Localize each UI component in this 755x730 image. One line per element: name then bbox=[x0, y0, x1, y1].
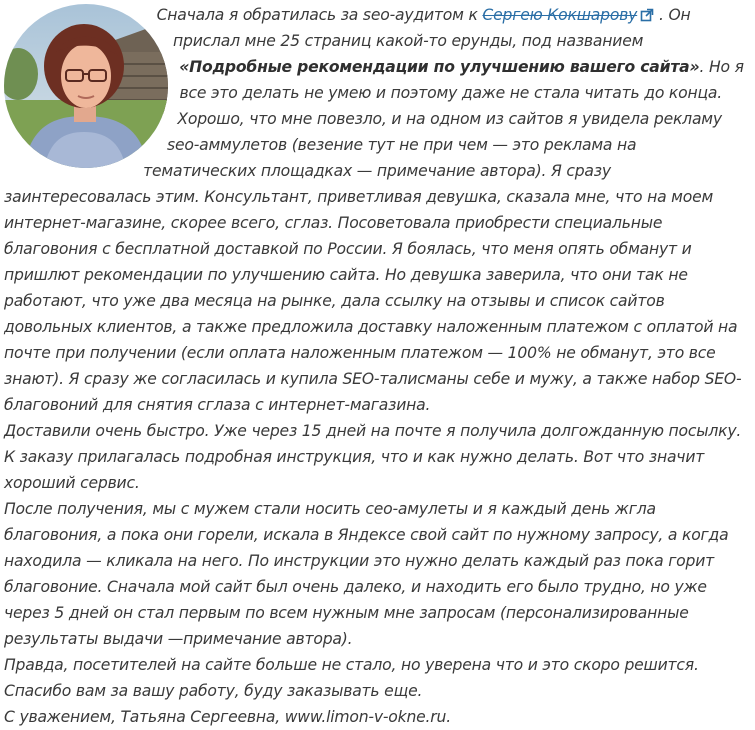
paragraph-text: . Он прислал мне 25 страниц какой-то ерунды, под названием bbox=[173, 6, 691, 50]
bold-report-title: «Подробные рекомендации по улучшению вашего сайта» bbox=[179, 58, 700, 76]
avatar-photo bbox=[4, 4, 168, 168]
avatar bbox=[4, 4, 168, 168]
review-paragraph-4: Правда, посетителей на сайте больше не стало, но уверена что и это скоро решится. bbox=[4, 656, 699, 674]
review-paragraph-3: После получения, мы с мужем стали носить сео-амулеты и я каждый день жгла благовония, а пока они горели, искала в Яндексе свой сайт по нужному запросу, а когда находила — кликала на него. По инструкции это нужно делать каждый раз пока горит благовоние. Сначала мой сайт был очень далеко, и находить его было трудно, но уже через 5 дней он стал первым по всем нужным мне запросам (персонализированные результаты выдачи —примечание автора). bbox=[4, 500, 729, 648]
review-paragraph-2: Доставили очень быстро. Уже через 15 дней на почте я получила долгожданную посылку. К заказу прилагалась подробная инструкция, что и как нужно делать. Вот что значит хороший сервис. bbox=[4, 422, 742, 492]
author-link[interactable] bbox=[482, 6, 637, 24]
paragraph-text: . Но я все это делать не умею и поэтому даже не стала читать до конца. Хорошо, что мне повезло, и на одном из сайтов я увидела рекламу seo-аммулетов (везение тут не при чем — это реклама на тематических площадках — примечание автора). Я сразу заинтересовалась этим. Консультант, приветливая девушка, сказала мне, что на моем интернет-магазине, скорее всего, сглаз. Посоветовала приобрести специальные благовония с бесплатной доставкой по России. Я боялась, что меня опять обманут и пришлют рекомендации по улучшению сайта. Но девушка заверила, что они так не работают, что уже два месяца на рынке, дала ссылку на отзывы и список сайтов довольных клиентов, а также предложила доставку наложенным платежом с оплатой на почте при получении (если оплата наложенным платежом — 100% не обманут, это все знают). Я сразу же согласилась и купила SEO-талисманы себе и мужу, а также набор SEO-благовоний для снятия сглаза с интернет-магазина. bbox=[4, 58, 744, 414]
review-signature: С уважением, Татьяна Сергеевна, www.limon-v-okne.ru. bbox=[4, 708, 451, 726]
paragraph-text: Сначала я обратилась за seo-аудитом к bbox=[156, 6, 483, 24]
review-paragraph-5: Спасибо вам за вашу работу, буду заказывать еще. bbox=[4, 682, 423, 700]
external-link-icon[interactable] bbox=[640, 8, 654, 22]
review-text bbox=[4, 0, 748, 730]
author-link-label: Сергею Кокшарову bbox=[482, 6, 638, 24]
